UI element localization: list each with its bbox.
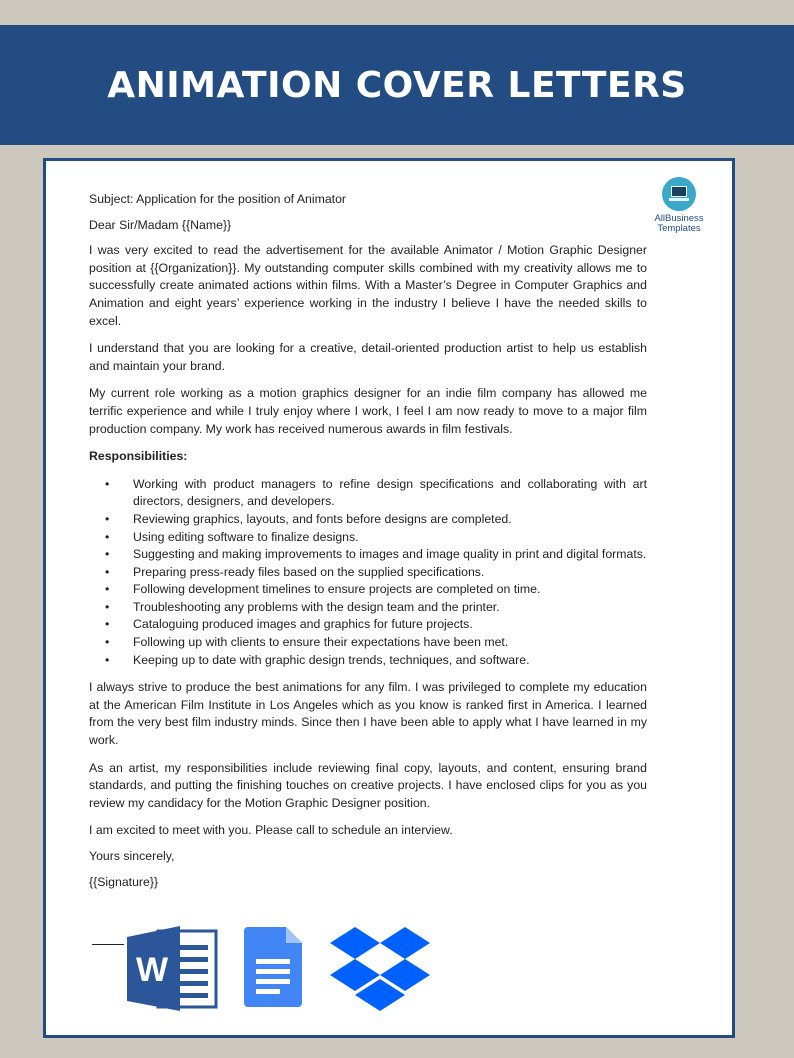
- list-item: • Following development timelines to ensure projects are completed on time.: [133, 581, 647, 599]
- paragraph-2: I understand that you are looking for a creative, detail-oriented production artist to help us establish and maintain your brand.: [89, 341, 647, 373]
- greeting: Dear Sir/Madam {{Name}}: [89, 217, 232, 232]
- page-title: ANIMATION COVER LETTERS: [107, 64, 687, 106]
- paragraph-6: I am excited to meet with you. Please call to schedule an interview.: [89, 823, 453, 838]
- dropbox-icon[interactable]: [330, 923, 430, 1015]
- responsibilities-heading: Responsibilities:: [89, 449, 188, 464]
- list-item: • Working with product managers to refine design specifications and collaborating with art directors, designers, and developers.: [133, 476, 647, 511]
- list-item: • Reviewing graphics, layouts, and fonts before designs are completed.: [133, 511, 647, 529]
- list-item: • Keeping up to date with graphic design trends, techniques, and software.: [133, 652, 647, 670]
- closing: Yours sincerely,: [89, 849, 175, 863]
- list-item: • Using editing software to finalize designs.: [133, 529, 647, 547]
- list-item: • Cataloguing produced images and graphics for future projects.: [133, 616, 647, 634]
- word-icon[interactable]: [124, 923, 220, 1013]
- paragraph-4: I always strive to produce the best animations for any film. I was privileged to complete my education at the American Film Institute in Los Angeles which as you know is ranked first in America. I learned from the very best film industry minds. Since then I have been able to apply what I have learned in my work.: [89, 680, 647, 748]
- allbusiness-logo[interactable]: [644, 177, 714, 234]
- signature-line: [92, 944, 124, 945]
- header-banner: [0, 25, 794, 145]
- paragraph-3: My current role working as a motion graphics designer for an indie film company has allowed me terrific experience and while I truly enjoy where I work, I feel I am now ready to move to a major film production company. My work has received numerous awards in film festivals.: [89, 386, 647, 436]
- list-item: • Following up with clients to ensure their expectations have been met.: [133, 634, 647, 652]
- signature-placeholder: {{Signature}}: [89, 874, 159, 889]
- subject-line: Subject: Application for the position of Animator: [89, 192, 347, 206]
- logo-line-1: AllBusiness: [654, 213, 704, 224]
- letter-page: [43, 158, 735, 1038]
- letter-body: [89, 191, 647, 899]
- responsibilities-list: [89, 476, 647, 670]
- paragraph-5: As an artist, my responsibilities include reviewing final copy, layouts, and content, ensuring brand standards, and putting the finishing touches on creative projects. I have enclosed clips for you as you review my candidacy for the Motion Graphic Designer position.: [89, 760, 647, 810]
- logo-line-2: Templates: [657, 223, 701, 234]
- google-docs-icon[interactable]: [242, 923, 306, 1009]
- list-item: • Troubleshooting any problems with the design team and the printer.: [133, 599, 647, 617]
- list-item: • Preparing press-ready files based on the supplied specifications.: [133, 564, 647, 582]
- laptop-icon: [662, 177, 696, 211]
- list-item: • Suggesting and making improvements to images and image quality in print and digital formats.: [133, 546, 647, 564]
- paragraph-1: I was very excited to read the advertisement for the available Animator / Motion Graphic Designer position at {{Organization}}. My outstanding computer skills combined with my creativity allows me to successfully create animated actions within films. With a Master’s Degree in Computer Graphics and Animation and eight years’ experience working in the industry I believe I have the needed skills to excel.: [89, 243, 647, 328]
- svg-text:W: W: [135, 951, 169, 989]
